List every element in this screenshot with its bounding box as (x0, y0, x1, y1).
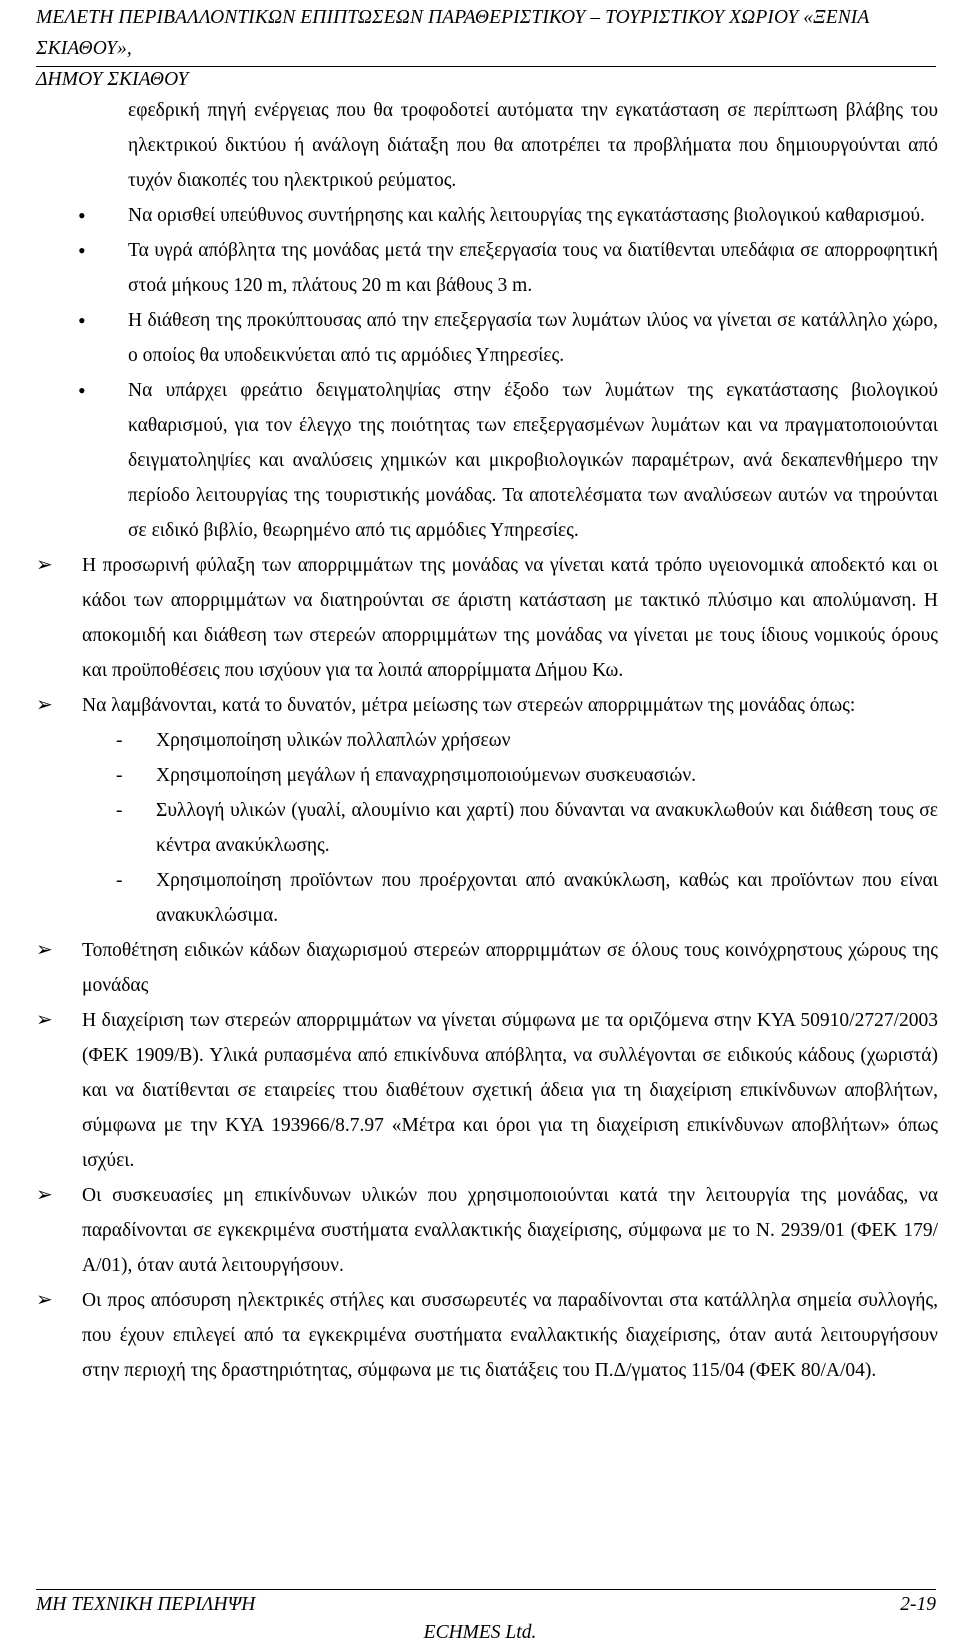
bullet-text: Η διάθεση της προκύπτουσας από την επεξεργασία των λυμάτων ιλύος να γίνεται σε κατάλληλο χώρο, ο οποίος θα υποδεικνύεται από τις αρμόδιες Υπηρεσίες. (128, 310, 938, 366)
bullet-icon: • (78, 238, 86, 263)
dash-icon: - (116, 730, 123, 751)
arrow-item-text: Η προσωρινή φύλαξη των απορριμμάτων της μονάδας να γίνεται κατά τρόπο υγειονομικά αποδεκτό και οι κάδοι των απορριμμάτων να διατηρούνται σε άριστη κατάσταση με τακτικό πλύσιμο και απολύμανση. Η αποκομιδή και διάθεση των στερεών απορριμμάτων της μονάδας να γίνεται με τους ίδιους νομικούς όρους και προϋποθέσεις που ισχύουν για τα λοιπά απορρίμματα Δήμου Κω. (82, 555, 938, 681)
arrow-item-text: Να λαμβάνονται, κατά το δυνατόν, μέτρα μείωσης των στερεών απορριμμάτων της μονάδας όπως: (82, 695, 856, 716)
document-body (36, 93, 938, 1388)
arrow-bullet-icon: ➢ (36, 692, 53, 716)
dash-item-text: Χρησιμοποίηση προϊόντων που προέρχονται από ανακύκλωση, καθώς και προϊόντων που είναι ανακυκλώσιμα. (156, 870, 938, 926)
arrow-item (36, 688, 938, 723)
bullet-icon: • (78, 308, 86, 333)
header-divider (36, 66, 936, 67)
arrow-item (36, 1178, 938, 1283)
bullet-item (78, 373, 938, 548)
arrow-item-text: Τοποθέτηση ειδικών κάδων διαχωρισμού στερεών απορριμμάτων σε όλους τους κοινόχρηστους χώρους της μονάδας (82, 940, 938, 996)
header-line-2: ΔΗΜΟΥ ΣΚΙΑΘΟΥ (36, 69, 189, 90)
dash-item (116, 793, 938, 863)
arrow-item (36, 1003, 938, 1178)
arrow-item (36, 548, 938, 688)
arrow-bullet-icon: ➢ (36, 1182, 53, 1206)
arrow-item-text: Η διαχείριση των στερεών απορριμμάτων να γίνεται σύμφωνα με τα οριζόμενα στην ΚΥΑ 50910/2727/2003 (ΦΕΚ 1909/Β). Υλικά ρυπασμένα από επικίνδυνα απόβλητα, να συλλέγονται σε ειδικούς κάδους (χωριστά) και να διατίθενται σε εταιρείες ττου διαθέτουν σχετική άδεια για τη διαχείριση επικίνδυνων αποβλήτων, σύμφωνα με την ΚΥΑ 193966/8.7.97 «Μέτρα και όροι για τη διαχείριση επικίνδυνων αποβλήτων» όπως ισχύει. (82, 1010, 938, 1171)
bullet-item (78, 303, 938, 373)
dash-item (116, 723, 938, 758)
arrow-bullet-icon: ➢ (36, 1007, 53, 1031)
dash-icon: - (116, 870, 123, 891)
page-header (36, 2, 936, 95)
footer-title: ΜΗ ΤΕΧΝΙΚΗ ΠΕΡΙΛΗΨΗ (36, 1594, 256, 1615)
arrow-item (36, 933, 938, 1003)
dash-item-text: Χρησιμοποίηση υλικών πολλαπλών χρήσεων (156, 730, 511, 751)
continued-paragraph: εφεδρική πηγή ενέργειας που θα τροφοδοτεί αυτόματα την εγκατάσταση σε περίπτωση βλάβης του ηλεκτρικού δικτύου ή ανάλογη διάταξη που θα αποτρέπει τα προβλήματα που δημιουργούνται από τυχόν διακοπές του ηλεκτρικού ρεύματος. (128, 100, 938, 191)
dash-item-text: Χρησιμοποίηση μεγάλων ή επαναχρησιμοποιούμενων συσκευασιών. (156, 765, 697, 786)
bullet-text: Να υπάρχει φρεάτιο δειγματοληψίας στην έξοδο των λυμάτων της εγκατάστασης βιολογικού καθαρισμού, για τον έλεγχο της ποιότητας των επεξεργασμένων λυμάτων και να πραγματοποιούνται δειγματοληψίες και αναλύσεις χημικών και μικροβιολογικών παραμέτρων, ανά δεκαπενθήμερο την περίοδο λειτουργίας της τουριστικής μονάδας. Τα αποτελέσματα των αναλύσεων αυτών να τηρούνται σε ειδικό βιβλίο, θεωρημένο από τις αρμόδιες Υπηρεσίες. (128, 380, 938, 541)
arrow-bullet-icon: ➢ (36, 552, 53, 576)
header-line-1: ΜΕΛΕΤΗ ΠΕΡΙΒΑΛΛΟΝΤΙΚΩΝ ΕΠΙΠΤΩΣΕΩΝ ΠΑΡΑΘΕΡΙΣΤΙΚΟΥ – ΤΟΥΡΙΣΤΙΚΟΥ ΧΩΡΙΟΥ «ΞΕΝΙΑ ΣΚΙΑΘΟΥ», (36, 7, 870, 59)
bullet-text: Τα υγρά απόβλητα της μονάδας μετά την επεξεργασία τους να διατίθενται υπεδάφια σε απορροφητική στοά μήκους 120 m, πλάτους 20 m και βάθους 3 m. (128, 240, 938, 296)
page-number: 2-19 (900, 1594, 936, 1615)
bullet-item (78, 233, 938, 303)
dash-icon: - (116, 800, 123, 821)
arrow-item-text: Οι προς απόσυρση ηλεκτρικές στήλες και συσσωρευτές να παραδίνονται στα κατάλληλα σημεία συλλογής, που έχουν επιλεγεί από τα εγκεκριμένα συστήματα εναλλακτικής διαχείρισης, όταν αυτά λειτουργήσουν στην περιοχή της δραστηριότητας, σύμφωνα με τις διατάξεις του Π.Δ/γματος 115/04 (ΦΕΚ 80/Α/04). (82, 1290, 938, 1381)
bullet-icon: • (78, 203, 86, 228)
dash-icon: - (116, 765, 123, 786)
footer-company: ECHMES Ltd. (423, 1622, 537, 1643)
dash-item (116, 863, 938, 933)
arrow-item (36, 1283, 938, 1388)
bullet-text: Να ορισθεί υπεύθυνος συντήρησης και καλής λειτουργίας της εγκατάστασης βιολογικού καθαρισμού. (128, 205, 925, 226)
bullet-icon: • (78, 378, 86, 403)
arrow-item-text: Οι συσκευασίες μη επικίνδυνων υλικών που χρησιμοποιούνται κατά την λειτουργία της μονάδας, να παραδίνονται σε εγκεκριμένα συστήματα εναλλακτικής διαχείρισης, σύμφωνα με το Ν. 2939/01 (ΦΕΚ 179/Α/01), όταν αυτά λειτουργήσουν. (82, 1185, 938, 1276)
bullet-item (78, 198, 938, 233)
dash-item (116, 758, 938, 793)
arrow-bullet-icon: ➢ (36, 1287, 53, 1311)
dash-item-text: Συλλογή υλικών (γυαλί, αλουμίνιο και χαρτί) που δύνανται να ανακυκλωθούν και διάθεση τους σε κέντρα ανακύκλωσης. (156, 800, 938, 856)
arrow-bullet-icon: ➢ (36, 937, 53, 961)
